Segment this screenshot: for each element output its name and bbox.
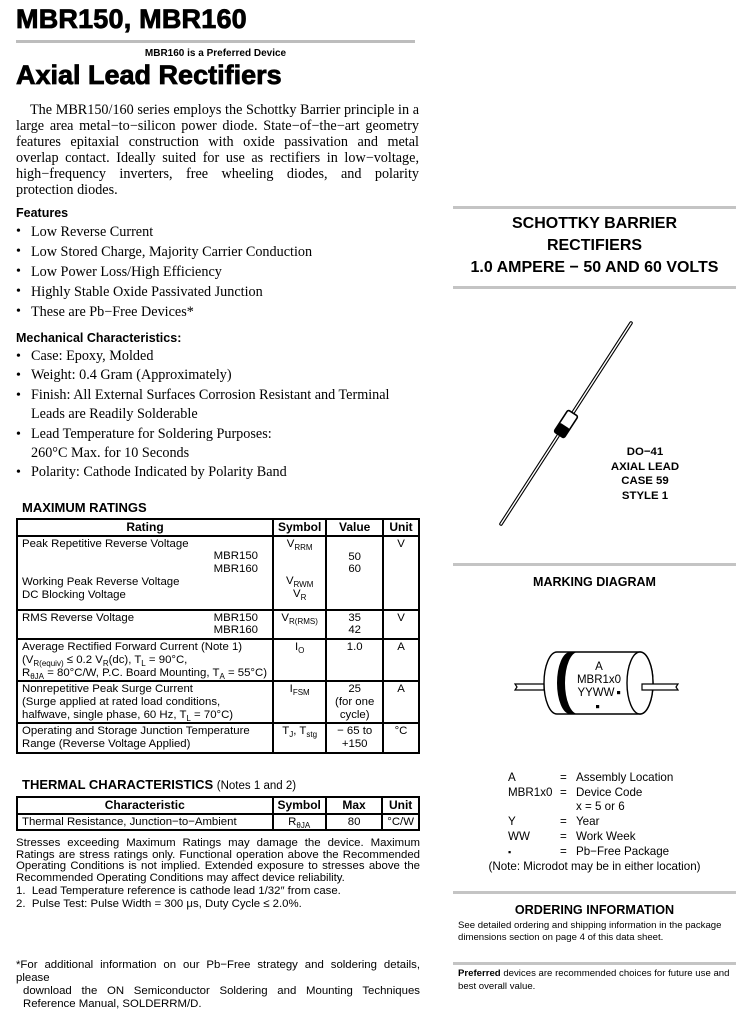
table-row bbox=[17, 814, 419, 831]
notes-list bbox=[16, 885, 420, 911]
stress-note: Stresses exceeding Maximum Ratings may damage the device. Maximum Ratings are stress ratings only. Functional operation above the Recommended Operating Conditions is not implied. Extended exposure to stresses above the Recommended Operating Conditions may affect device reliability. bbox=[16, 837, 420, 885]
table-row bbox=[17, 639, 419, 681]
variant-label: MBR150 bbox=[213, 550, 258, 563]
characteristic-cell: Thermal Resistance, Junction−to−Ambient bbox=[17, 814, 273, 831]
legend-row: Y = Year bbox=[508, 815, 600, 829]
value: 60 bbox=[348, 563, 362, 576]
unit-cell: °C bbox=[383, 723, 419, 752]
rating-text: Peak Repetitive Reverse Voltage bbox=[22, 537, 189, 550]
document-title: Axial Lead Rectifiers bbox=[16, 60, 282, 90]
legend-row: MBR1x0 = Device Code bbox=[508, 785, 643, 799]
rating-text: (Surge applied at rated load conditions, bbox=[22, 695, 221, 708]
section-divider bbox=[453, 891, 736, 894]
marking-diagram-title: MARKING DIAGRAM bbox=[533, 575, 656, 589]
rating-text: DC Blocking Voltage bbox=[22, 588, 126, 601]
product-heading-line: SCHOTTKY BARRIER bbox=[511, 215, 678, 232]
value: 50 bbox=[348, 550, 362, 563]
symbol-base: V bbox=[292, 588, 301, 601]
value: (for one bbox=[335, 695, 375, 708]
rating-cell bbox=[17, 639, 273, 681]
microdot-icon bbox=[596, 705, 599, 708]
thermal-table bbox=[16, 796, 420, 831]
symbol-base: , T bbox=[293, 725, 307, 738]
marking-legend bbox=[508, 771, 673, 859]
table-row bbox=[17, 610, 419, 639]
value: 25 bbox=[348, 683, 362, 696]
footnote-line: *For additional information on our Pb−Free strategy and soldering details, please bbox=[16, 959, 420, 984]
symbol-sub: O bbox=[298, 646, 305, 656]
mechanical-list bbox=[16, 347, 416, 483]
max-ratings-table bbox=[16, 518, 420, 754]
lead-left-icon bbox=[515, 684, 544, 690]
column-header: Characteristic bbox=[17, 797, 273, 814]
ordering-info-title: ORDERING INFORMATION bbox=[514, 903, 675, 917]
max-ratings-heading: MAXIMUM RATINGS bbox=[22, 500, 147, 515]
rating-text: halfwave, single phase, 60 Hz, $T_L = 70^\circ C$) bbox=[22, 708, 234, 723]
symbol-base: V bbox=[285, 575, 294, 588]
section-divider bbox=[453, 206, 736, 209]
features-list bbox=[16, 222, 416, 322]
symbol-sub: RWM bbox=[293, 580, 314, 590]
symbol-cell bbox=[273, 610, 326, 639]
symbol-sub: J bbox=[289, 730, 294, 740]
rating-text: Range (Reverse Voltage Applied) bbox=[22, 738, 191, 751]
max-cell: 80 bbox=[326, 814, 382, 831]
marking-text: MBR1x0 bbox=[576, 674, 622, 686]
product-heading-line: RECTIFIERS bbox=[546, 237, 643, 254]
unit-cell: V bbox=[383, 536, 419, 610]
microdot-icon bbox=[617, 691, 620, 694]
value: cycle) bbox=[339, 708, 370, 721]
value: 42 bbox=[348, 624, 362, 637]
legend-row: ▪ = Pb−Free Package bbox=[508, 844, 670, 858]
thermal-heading: THERMAL CHARACTERISTICS (Notes 1 and 2) bbox=[22, 777, 297, 792]
symbol-cell: $R_{\theta JA}$ bbox=[273, 814, 326, 831]
symbol-cell bbox=[273, 536, 326, 610]
package-line: CASE 59 bbox=[621, 475, 669, 487]
feature-item: • Highly Stable Oxide Passivated Junction bbox=[16, 282, 416, 302]
marking-text: YYWW bbox=[577, 687, 615, 699]
column-header: Value bbox=[326, 519, 383, 536]
unit-cell: A bbox=[383, 681, 419, 723]
value-cell bbox=[326, 681, 383, 723]
symbol-sub: stg bbox=[306, 730, 318, 740]
variant-label: MBR150 bbox=[213, 611, 258, 624]
rating-cell bbox=[17, 610, 273, 639]
legend-row: A = Assembly Location bbox=[508, 771, 674, 784]
table-header-row bbox=[17, 797, 419, 814]
diode-body-icon bbox=[554, 410, 578, 438]
note-item: 2. Pulse Test: Pulse Width = 300 μs, Duty Cycle ≤ 2.0%. bbox=[16, 898, 302, 910]
rating-cell bbox=[17, 536, 273, 610]
symbol-sub: RRM bbox=[294, 542, 313, 552]
intro-paragraph: The MBR150/160 series employs the Schottky Barrier principle in a large area metal−to−silicon power diode. State−of−the−art geometry features epitaxial construction with oxide passivation and metal overlap contact. Ideally suited for use as rectifiers in low−voltage, high−frequency inverters, free wheeling diodes, and polarity protection diodes. bbox=[16, 102, 419, 198]
title-divider bbox=[16, 40, 415, 43]
mechanical-item: • Polarity: Cathode Indicated by Polarity Band bbox=[16, 463, 416, 482]
rating-text: Nonrepetitive Peak Surge Current bbox=[22, 683, 193, 696]
table-row bbox=[17, 681, 419, 723]
package-line: DO−41 bbox=[626, 446, 664, 458]
unit-cell: °C/W bbox=[382, 814, 419, 831]
rating-cell bbox=[17, 681, 273, 723]
value-cell bbox=[326, 723, 383, 752]
mechanical-item: • Weight: 0.4 Gram (Approximately) bbox=[16, 366, 416, 385]
symbol-base: I bbox=[289, 683, 293, 696]
column-header: Symbol bbox=[273, 797, 326, 814]
preferred-definition: Preferred devices are recommended choices for future use and best overall value. bbox=[458, 968, 730, 992]
features-heading: Features bbox=[16, 206, 69, 220]
mechanical-item-line: Lead Temperature for Soldering Purposes: bbox=[31, 425, 272, 442]
section-divider bbox=[453, 286, 736, 289]
mechanical-item: • Finish: All External Surfaces Corrosion Resistant and Terminal Leads are Readily Solderable bbox=[16, 386, 416, 425]
symbol-base: V bbox=[281, 611, 290, 624]
symbol-base: I bbox=[294, 641, 299, 654]
table-header-row bbox=[17, 519, 419, 536]
value-cell bbox=[326, 536, 383, 610]
rating-cell bbox=[17, 723, 273, 752]
section-divider bbox=[453, 563, 736, 566]
part-number-title: MBR150, MBR160 bbox=[16, 4, 247, 34]
rating-text: ($V_{R(equiv)} \le 0.2$ $V_R(dc)$, $T_L = 90^\circ C$, bbox=[22, 653, 188, 668]
symbol-cell bbox=[273, 723, 326, 752]
table-row bbox=[17, 723, 419, 752]
rating-text: Operating and Storage Junction Temperature bbox=[22, 725, 250, 738]
value-cell bbox=[326, 610, 383, 639]
section-divider bbox=[453, 962, 736, 965]
ordering-info-text: See detailed ordering and shipping information in the package dimensions section on page 4 of this data sheet. bbox=[458, 920, 722, 943]
value: − 65 to bbox=[337, 725, 373, 738]
preferred-device-note: MBR160 is a Preferred Device bbox=[144, 48, 287, 59]
feature-item: • Low Reverse Current bbox=[16, 222, 416, 242]
symbol-base: V bbox=[286, 537, 295, 550]
package-info bbox=[590, 445, 700, 503]
value-cell: 1.0 bbox=[326, 639, 383, 681]
symbol-sub: R bbox=[300, 593, 307, 603]
symbol-cell bbox=[273, 639, 326, 681]
table-row bbox=[17, 536, 419, 610]
marking-text: A bbox=[595, 661, 603, 673]
symbol-sub: R(RMS) bbox=[289, 616, 318, 626]
symbol-base: T bbox=[282, 725, 290, 738]
rating-text: RMS Reverse Voltage bbox=[22, 611, 135, 624]
rating-text: Working Peak Reverse Voltage bbox=[22, 575, 180, 588]
microdot-note: (Note: Microdot may be in either location) bbox=[488, 860, 701, 873]
package-line: STYLE 1 bbox=[621, 489, 669, 502]
legend-row: WW = Work Week bbox=[508, 829, 636, 843]
footnote-line: download the ON Semiconductor Soldering and Mounting Techniques Reference Manual, SOLDERRM/D. bbox=[23, 985, 420, 1010]
mechanical-item-line: 260°C Max. for 10 Seconds bbox=[31, 445, 190, 462]
column-header: Unit bbox=[382, 797, 419, 814]
rating-text: Average Rectified Forward Current (Note 1) bbox=[22, 641, 243, 654]
mechanical-item: • Case: Epoxy, Molded bbox=[16, 347, 416, 366]
note-item: 1. Lead Temperature reference is cathode lead 1/32″ from case. bbox=[16, 885, 341, 897]
column-header: Unit bbox=[383, 519, 419, 536]
pb-free-footnote bbox=[16, 959, 420, 1011]
feature-item: • Low Power Loss/High Efficiency bbox=[16, 262, 416, 282]
lead-right-icon bbox=[642, 684, 678, 690]
mechanical-item bbox=[16, 425, 416, 464]
column-header: Symbol bbox=[273, 519, 326, 536]
unit-cell: A bbox=[383, 639, 419, 681]
value: +150 bbox=[341, 738, 368, 751]
feature-item: • These are Pb−Free Devices* bbox=[16, 302, 416, 322]
variant-label: MBR160 bbox=[213, 563, 258, 576]
product-heading-line: 1.0 AMPERE − 50 AND 60 VOLTS bbox=[470, 259, 719, 276]
variant-label: MBR160 bbox=[213, 624, 258, 637]
rating-text: $R_{\theta JA} = 80^\circ C/W$, P.C. Board Mounting, $T_A = 55^\circ C$) bbox=[22, 666, 268, 681]
column-header: Max bbox=[326, 797, 382, 814]
feature-item: • Low Stored Charge, Majority Carrier Conduction bbox=[16, 242, 416, 262]
product-heading bbox=[453, 213, 736, 279]
symbol-sub: FSM bbox=[292, 688, 310, 698]
mechanical-heading: Mechanical Characteristics: bbox=[16, 331, 182, 345]
value: 35 bbox=[348, 611, 362, 624]
unit-cell: V bbox=[383, 610, 419, 639]
legend-row: x = 5 or 6 bbox=[576, 800, 625, 814]
package-line: AXIAL LEAD bbox=[610, 460, 680, 473]
marking-diagram bbox=[510, 650, 685, 720]
symbol-cell bbox=[273, 681, 326, 723]
column-header: Rating bbox=[17, 519, 273, 536]
